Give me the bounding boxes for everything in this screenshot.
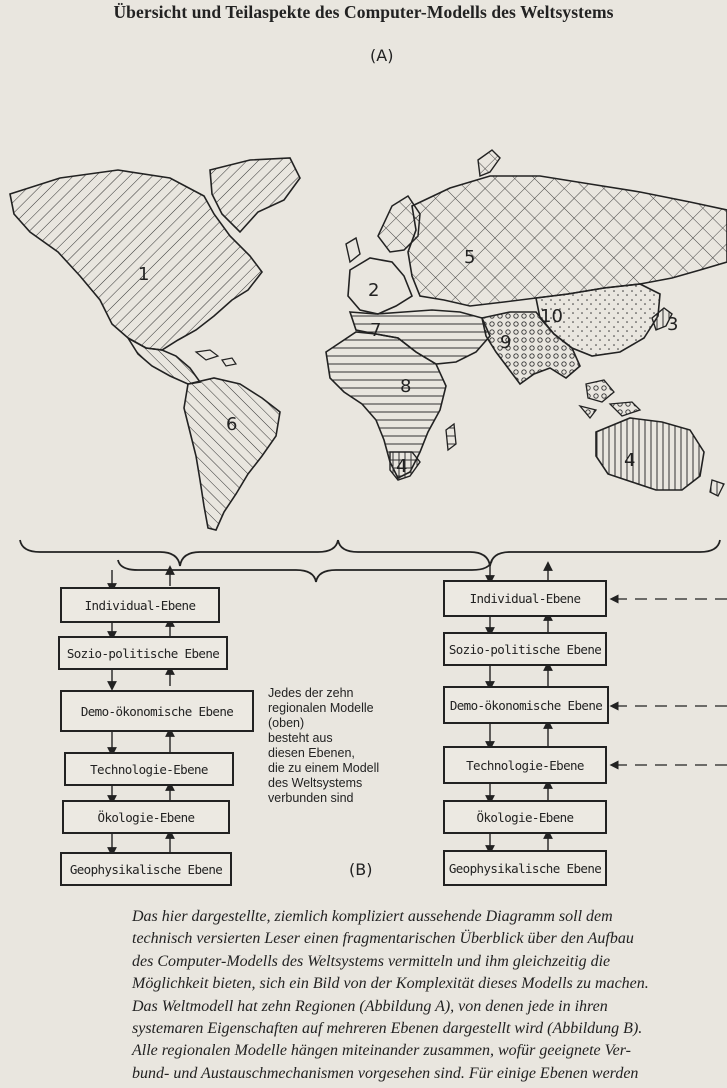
british-isles xyxy=(346,238,360,262)
diagram-note xyxy=(268,686,398,806)
left-level-technology: Technologie-Ebene xyxy=(64,752,234,786)
right-level-geophysical: Geophysikalische Ebene xyxy=(443,850,607,886)
caption-line: Möglichkeit bieten, sich ein Bild von der Komplexität dieses Modells zu machen. xyxy=(132,975,649,993)
note-line: die zu einem Modell xyxy=(268,761,380,775)
page-title: Übersicht und Teilaspekte des Computer-Modells des Weltsystems xyxy=(113,2,614,22)
region-number: 8 xyxy=(400,376,412,397)
region-number: 10 xyxy=(540,306,563,327)
region-number: 9 xyxy=(500,332,512,353)
region-number: 6 xyxy=(226,414,238,435)
region-west-europe xyxy=(348,258,412,314)
region-number: 4 xyxy=(624,450,636,471)
brace-left xyxy=(20,540,338,566)
left-level-ecology: Ökologie-Ebene xyxy=(62,800,230,834)
brace-right xyxy=(338,540,720,566)
figure-label-a: (A) xyxy=(370,46,394,65)
caption-line: Alle regionalen Modelle hängen miteinander zusammen, wofür geeignete Ver- xyxy=(132,1042,631,1060)
right-level-socio-political: Sozio-politische Ebene xyxy=(443,632,607,666)
left-level-geophysical: Geophysikalische Ebene xyxy=(60,852,232,886)
region-number: 3 xyxy=(667,314,679,335)
region-number: 7 xyxy=(370,320,382,341)
note-line: diesen Ebenen, xyxy=(268,746,355,760)
note-line: Jedes der zehn xyxy=(268,686,354,700)
region-number: 2 xyxy=(368,280,380,301)
right-level-individual: Individual-Ebene xyxy=(443,580,607,617)
note-line: regionalen Modelle xyxy=(268,701,374,715)
caption-line: bund- und Austauschmechanismen vorgesehen sind. Für einige Ebenen werden xyxy=(132,1064,639,1082)
figure-label-b: (B) xyxy=(349,860,373,879)
note-line: des Weltsystems xyxy=(268,776,363,790)
caption-line: systemaren Eigenschaften auf mehreren Ebenen dargestellt wird (Abbildung B). xyxy=(132,1020,643,1038)
madagascar xyxy=(446,424,456,450)
left-level-socio-political: Sozio-politische Ebene xyxy=(58,636,228,670)
region-number: 5 xyxy=(464,247,476,268)
brace-center xyxy=(118,560,492,582)
arctic-island xyxy=(478,150,500,176)
right-level-demo-economic: Demo-ökonomische Ebene xyxy=(443,686,609,724)
region-south-america xyxy=(184,378,280,530)
note-line: besteht aus xyxy=(268,731,333,745)
caption-line: des Computer-Modells des Weltsystems vermitteln und ihm gleichzeitig die xyxy=(132,952,611,970)
external-links xyxy=(614,599,727,765)
note-line: (oben) xyxy=(268,716,305,730)
region-soviet-union xyxy=(408,176,727,306)
region-number: 4 xyxy=(396,456,408,477)
right-level-technology: Technologie-Ebene xyxy=(443,746,607,784)
left-level-demo-economic: Demo-ökonomische Ebene xyxy=(60,690,254,732)
greenland-shape xyxy=(210,158,300,232)
new-zealand xyxy=(710,480,724,496)
region-australia xyxy=(596,418,704,490)
region-number: 1 xyxy=(138,264,150,285)
caribbean-islands xyxy=(196,350,236,366)
caption-line: Das Weltmodell hat zehn Regionen (Abbildung A), von denen jede in ihren xyxy=(132,997,608,1015)
note-line: verbunden sind xyxy=(268,791,354,805)
caption-line: technisch versierten Leser einen fragmentarischen Überblick über den Aufbau xyxy=(132,930,634,948)
left-level-individual: Individual-Ebene xyxy=(60,587,220,623)
caption-line: Das hier dargestellte, ziemlich kompliziert aussehende Diagramm soll dem xyxy=(132,908,613,925)
southeast-asia-islands xyxy=(580,380,640,418)
right-level-ecology: Ökologie-Ebene xyxy=(443,800,607,834)
figure-caption xyxy=(132,906,724,1085)
